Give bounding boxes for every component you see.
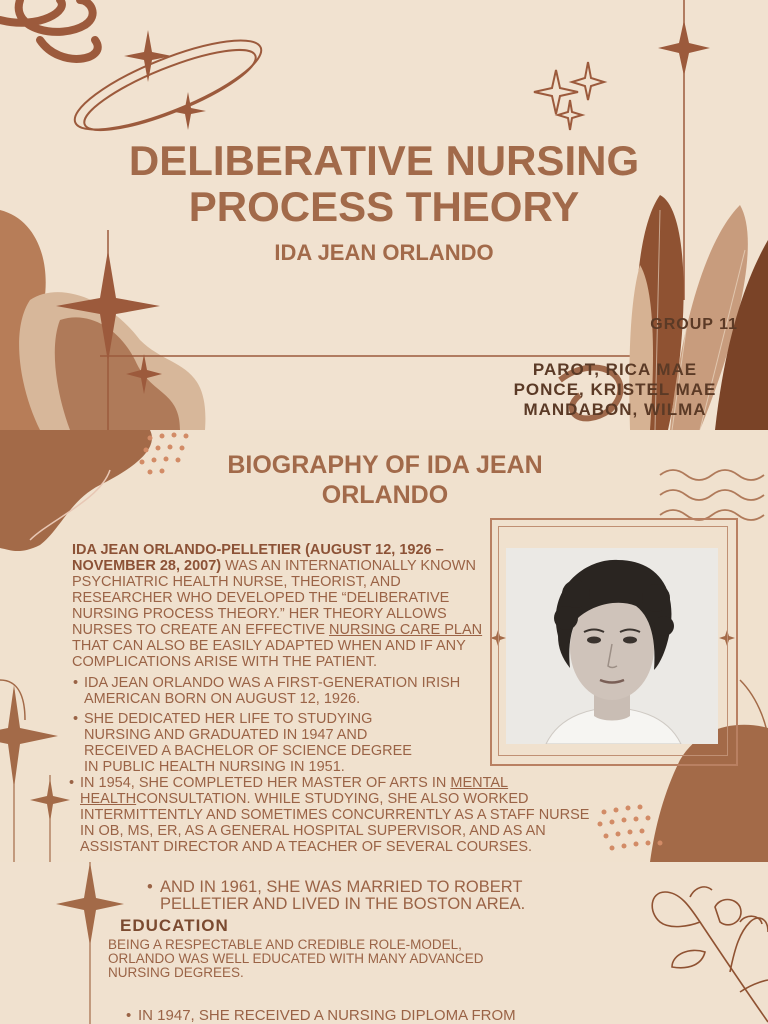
portrait-image <box>506 548 718 744</box>
star-icon <box>56 862 124 946</box>
flower-ornament <box>652 887 768 1022</box>
sparkle-outline-icon <box>572 62 604 100</box>
list-item: • SHE DEDICATED HER LIFE TO STUDYING NURSING AND GRADUATED IN 1947 AND RECEIVED A BACHELOR OF SCIENCE DEGREE IN PUBLIC HEALTH NURSING IN 1951. <box>73 711 412 775</box>
section-heading: BIOGRAPHY OF IDA JEAN ORLANDO <box>227 451 543 509</box>
cover-page <box>0 0 768 430</box>
document-title <box>0 138 768 230</box>
education-intro: BEING A RESPECTABLE AND CREDIBLE ROLE-MODEL, ORLANDO WAS WELL EDUCATED WITH MANY ADVANCED NURSING DEGREES. <box>108 937 484 980</box>
education-heading: EDUCATION <box>120 916 229 935</box>
title-line: DELIBERATIVE NURSING <box>128 137 640 184</box>
biography-page <box>0 430 768 862</box>
list-item: • AND IN 1961, SHE WAS MARRIED TO ROBERT PELLETIER AND LIVED IN THE BOSTON AREA. <box>147 878 526 913</box>
member-list <box>470 360 760 420</box>
list-item: • IN 1947, SHE RECEIVED A NURSING DIPLOMA FROM <box>126 1007 516 1024</box>
intro-paragraph: IDA JEAN ORLANDO-PELLETIER (AUGUST 12, 1926 – NOVEMBER 28, 2007) WAS AN INTERNATIONALLY KNOWN PSYCHIATRIC HEALTH NURSE, THEORIST, AND RESEARCHER WHO DEVELOPED THE “DELIBERATIVE NURSING PROCESS THEORY.” HER THEORY ALLOWS NURSES TO CREATE AN EFFECTIVE NURSING CARE PLAN THAT CAN ALSO BE EASILY ADAPTED WHEN AND IF ANY COMPLICATIONS ARISE WITH THE PATIENT. <box>72 542 483 670</box>
star-icon <box>658 20 710 76</box>
list-item: • IN 1954, SHE COMPLETED HER MASTER OF ARTS IN MENTAL HEALTHCONSULTATION. WHILE STUDYING, SHE ALSO WORKED INTERMITTENTLY AND SOMETIMES CONCURRENTLY AS A STAFF NURSE IN OB, MS, ER, AS A GENERAL HOSPITAL SUPERVISOR, AND AS AN ASSISTANT DIRECTOR AND A TEACHER OF SEVERAL COURSES. <box>69 775 590 855</box>
star-icon <box>0 685 58 788</box>
dot-pattern <box>598 805 663 851</box>
intro-name-dates: IDA JEAN ORLANDO-PELLETIER (AUGUST 12, 1926 – NOVEMBER 28, 2007) <box>72 542 444 574</box>
education-page <box>0 862 768 1024</box>
star-icon <box>30 778 70 822</box>
member-name: MANDABON, WILMA <box>523 400 707 419</box>
portrait-photo <box>506 548 718 744</box>
mental-health-link[interactable]: MENTAL HEALTH <box>80 775 509 807</box>
nursing-care-plan-link[interactable]: NURSING CARE PLAN <box>329 622 483 638</box>
sparkle-icon <box>170 92 206 130</box>
group-label: GROUP 11 <box>650 316 738 333</box>
swirl-ornament <box>0 0 98 59</box>
member-name: PAROT, RICA MAE <box>532 360 698 379</box>
title-line: PROCESS THEORY <box>188 183 580 230</box>
wave-lines <box>660 470 764 520</box>
sparkle-icon <box>124 30 172 82</box>
list-item: • IDA JEAN ORLANDO WAS A FIRST-GENERATION IRISH AMERICAN BORN ON AUGUST 12, 1926. <box>73 675 461 707</box>
sparkle-outline-icon <box>558 100 582 130</box>
author-subtitle: IDA JEAN ORLANDO <box>274 240 494 265</box>
blob-shape <box>0 430 152 551</box>
member-name: PONCE, KRISTEL MAE <box>513 380 717 399</box>
